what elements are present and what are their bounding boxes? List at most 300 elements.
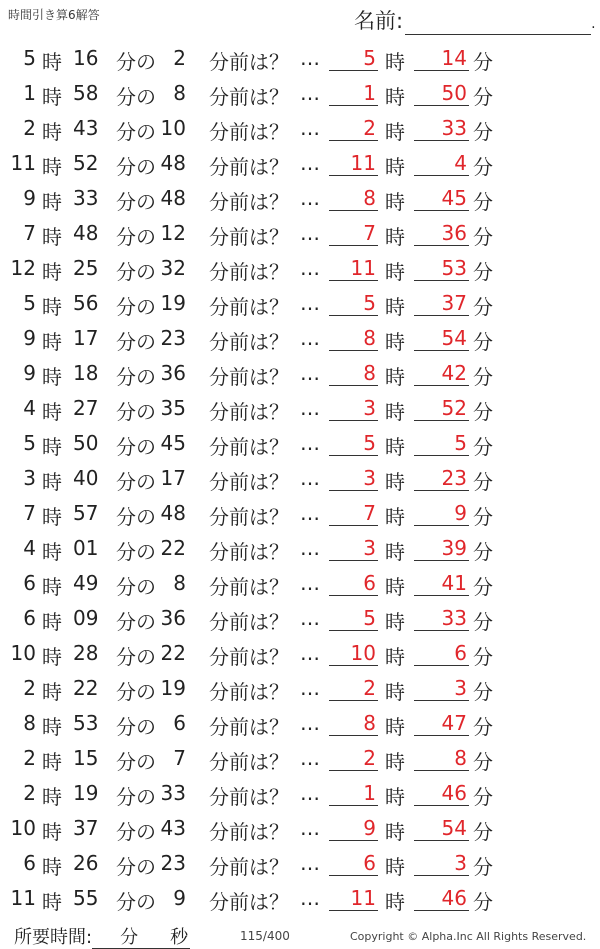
problem-row — [0, 635, 600, 670]
answer-hour: 3 — [363, 466, 376, 490]
answer-minute: 53 — [441, 256, 467, 280]
minute-of-label: 分の — [116, 715, 156, 739]
copyright-text: Copyright © Alpha.Inc All Rights Reserved. — [350, 930, 587, 943]
answer-hour: 2 — [363, 676, 376, 700]
answer-minute-box — [414, 884, 469, 911]
answer-minute: 3 — [454, 676, 467, 700]
hour-label: 時 — [42, 295, 62, 319]
answer-hour-box — [329, 674, 378, 701]
answer-hour: 7 — [363, 221, 376, 245]
problem-minute: 43 — [73, 116, 99, 140]
hour-label: 時 — [42, 50, 62, 74]
answer-hour-box — [329, 814, 378, 841]
answer-minute-box — [414, 79, 469, 106]
minutes-before-label: 分前は？ — [209, 225, 289, 249]
problem-minute: 15 — [73, 746, 99, 770]
problem-hour: 9 — [23, 186, 36, 210]
answer-minute-unit: 分 — [473, 120, 493, 144]
answer-minute-unit: 分 — [473, 785, 493, 809]
subtract-minutes: 32 — [160, 256, 186, 280]
answer-hour-box — [329, 499, 378, 526]
answer-minute-unit: 分 — [473, 890, 493, 914]
problem-row — [0, 845, 600, 880]
answer-hour-unit: 時 — [385, 820, 405, 844]
answer-hour: 8 — [363, 711, 376, 735]
answer-minute-unit: 分 — [473, 820, 493, 844]
problem-row — [0, 670, 600, 705]
ellipsis: … — [300, 886, 320, 910]
minutes-before-label: 分前は？ — [209, 50, 289, 74]
subtract-minutes: 12 — [160, 221, 186, 245]
answer-minute-unit: 分 — [473, 400, 493, 424]
minute-of-label: 分の — [116, 400, 156, 424]
hour-label: 時 — [42, 540, 62, 564]
hour-label: 時 — [42, 890, 62, 914]
problem-hour: 3 — [23, 466, 36, 490]
problem-row — [0, 880, 600, 915]
answer-hour: 3 — [363, 536, 376, 560]
answer-hour-unit: 時 — [385, 155, 405, 179]
answer-minute-unit: 分 — [473, 575, 493, 599]
answer-minute-unit: 分 — [473, 715, 493, 739]
problem-row — [0, 460, 600, 495]
problem-hour: 7 — [23, 501, 36, 525]
hour-label: 時 — [42, 155, 62, 179]
answer-hour-box — [329, 744, 378, 771]
answer-hour-unit: 時 — [385, 715, 405, 739]
problem-minute: 19 — [73, 781, 99, 805]
problem-row — [0, 355, 600, 390]
minute-of-label: 分の — [116, 470, 156, 494]
minutes-before-label: 分前は？ — [209, 400, 289, 424]
answer-hour: 5 — [363, 46, 376, 70]
ellipsis: … — [300, 816, 320, 840]
problem-row — [0, 600, 600, 635]
answer-minute-box — [414, 114, 469, 141]
answer-minute-box — [414, 499, 469, 526]
problem-hour: 2 — [23, 116, 36, 140]
elapsed-second-unit: 秒 — [170, 927, 189, 948]
elapsed-time-field — [14, 923, 190, 949]
ellipsis: … — [300, 466, 320, 490]
minutes-before-label: 分前は？ — [209, 715, 289, 739]
problem-hour: 11 — [10, 886, 36, 910]
minutes-before-label: 分前は？ — [209, 785, 289, 809]
answer-hour-unit: 時 — [385, 750, 405, 774]
answer-minute-box — [414, 184, 469, 211]
elapsed-minute-unit: 分 — [120, 927, 139, 948]
problem-row — [0, 180, 600, 215]
minute-of-label: 分の — [116, 820, 156, 844]
minute-of-label: 分の — [116, 190, 156, 214]
problem-hour: 5 — [23, 291, 36, 315]
minutes-before-label: 分前は？ — [209, 855, 289, 879]
subtract-minutes: 43 — [160, 816, 186, 840]
answer-minute-box — [414, 744, 469, 771]
ellipsis: … — [300, 291, 320, 315]
minute-of-label: 分の — [116, 750, 156, 774]
minutes-before-label: 分前は？ — [209, 610, 289, 634]
hour-label: 時 — [42, 365, 62, 389]
ellipsis: … — [300, 746, 320, 770]
minutes-before-label: 分前は？ — [209, 365, 289, 389]
hour-label: 時 — [42, 820, 62, 844]
problem-row — [0, 320, 600, 355]
ellipsis: … — [300, 851, 320, 875]
problem-minute: 17 — [73, 326, 99, 350]
answer-minute: 5 — [454, 431, 467, 455]
answer-hour-unit: 時 — [385, 575, 405, 599]
problem-hour: 10 — [10, 816, 36, 840]
minutes-before-label: 分前は？ — [209, 505, 289, 529]
problem-minute: 40 — [73, 466, 99, 490]
answer-hour-box — [329, 604, 378, 631]
ellipsis: … — [300, 326, 320, 350]
hour-label: 時 — [42, 715, 62, 739]
ellipsis: … — [300, 711, 320, 735]
problem-minute: 49 — [73, 571, 99, 595]
answer-hour-box — [329, 79, 378, 106]
answer-hour: 5 — [363, 291, 376, 315]
answer-minute: 9 — [454, 501, 467, 525]
answer-hour: 2 — [363, 746, 376, 770]
problem-hour: 2 — [23, 746, 36, 770]
footer — [0, 918, 600, 946]
answer-minute: 46 — [441, 886, 467, 910]
answer-hour-box — [329, 534, 378, 561]
answer-hour-unit: 時 — [385, 610, 405, 634]
problem-row — [0, 740, 600, 775]
problem-row — [0, 145, 600, 180]
answer-minute-box — [414, 44, 469, 71]
answer-minute: 54 — [441, 326, 467, 350]
answer-hour: 5 — [363, 606, 376, 630]
problem-row — [0, 215, 600, 250]
answer-hour: 11 — [350, 151, 376, 175]
problem-hour: 7 — [23, 221, 36, 245]
problem-list — [0, 40, 600, 915]
subtract-minutes: 48 — [160, 501, 186, 525]
ellipsis: … — [300, 361, 320, 385]
problem-hour: 11 — [10, 151, 36, 175]
problem-row — [0, 705, 600, 740]
answer-hour-unit: 時 — [385, 190, 405, 214]
subtract-minutes: 48 — [160, 151, 186, 175]
hour-label: 時 — [42, 785, 62, 809]
problem-minute: 33 — [73, 186, 99, 210]
minutes-before-label: 分前は？ — [209, 470, 289, 494]
ellipsis: … — [300, 781, 320, 805]
answer-hour-box — [329, 849, 378, 876]
problem-hour: 6 — [23, 851, 36, 875]
answer-minute-unit: 分 — [473, 260, 493, 284]
answer-minute: 50 — [441, 81, 467, 105]
problem-hour: 9 — [23, 361, 36, 385]
hour-label: 時 — [42, 680, 62, 704]
answer-minute-unit: 分 — [473, 330, 493, 354]
subtract-minutes: 17 — [160, 466, 186, 490]
answer-hour-unit: 時 — [385, 785, 405, 809]
ellipsis: … — [300, 116, 320, 140]
ellipsis: … — [300, 501, 320, 525]
answer-minute-unit: 分 — [473, 855, 493, 879]
answer-hour: 10 — [350, 641, 376, 665]
problem-minute: 18 — [73, 361, 99, 385]
answer-minute-unit: 分 — [473, 645, 493, 669]
answer-hour-box — [329, 639, 378, 666]
answer-hour: 3 — [363, 396, 376, 420]
answer-minute-unit: 分 — [473, 225, 493, 249]
page-number: 115/400 — [240, 929, 290, 943]
minute-of-label: 分の — [116, 120, 156, 144]
subtract-minutes: 19 — [160, 291, 186, 315]
answer-hour: 5 — [363, 431, 376, 455]
minutes-before-label: 分前は？ — [209, 295, 289, 319]
answer-minute: 4 — [454, 151, 467, 175]
ellipsis: … — [300, 81, 320, 105]
subtract-minutes: 9 — [173, 886, 186, 910]
answer-hour: 6 — [363, 851, 376, 875]
problem-minute: 52 — [73, 151, 99, 175]
name-dot: . — [591, 16, 596, 32]
subtract-minutes: 8 — [173, 571, 186, 595]
hour-label: 時 — [42, 260, 62, 284]
problem-minute: 37 — [73, 816, 99, 840]
answer-hour: 1 — [363, 81, 376, 105]
problem-minute: 25 — [73, 256, 99, 280]
answer-minute: 41 — [441, 571, 467, 595]
hour-label: 時 — [42, 505, 62, 529]
problem-row — [0, 495, 600, 530]
answer-minute: 8 — [454, 746, 467, 770]
problem-row — [0, 40, 600, 75]
minutes-before-label: 分前は？ — [209, 750, 289, 774]
worksheet-title: 時間引き算6解答 — [8, 8, 100, 22]
answer-hour-unit: 時 — [385, 85, 405, 109]
answer-hour-unit: 時 — [385, 435, 405, 459]
answer-hour-unit: 時 — [385, 260, 405, 284]
ellipsis: … — [300, 151, 320, 175]
answer-hour-box — [329, 114, 378, 141]
answer-minute-box — [414, 429, 469, 456]
hour-label: 時 — [42, 120, 62, 144]
answer-minute-unit: 分 — [473, 435, 493, 459]
answer-minute: 46 — [441, 781, 467, 805]
answer-hour: 6 — [363, 571, 376, 595]
name-blank-line — [405, 14, 591, 35]
subtract-minutes: 10 — [160, 116, 186, 140]
ellipsis: … — [300, 46, 320, 70]
answer-hour-unit: 時 — [385, 645, 405, 669]
answer-hour-box — [329, 219, 378, 246]
minute-of-label: 分の — [116, 680, 156, 704]
subtract-minutes: 36 — [160, 361, 186, 385]
answer-hour-unit: 時 — [385, 855, 405, 879]
minutes-before-label: 分前は？ — [209, 435, 289, 459]
answer-hour-unit: 時 — [385, 890, 405, 914]
answer-minute-unit: 分 — [473, 365, 493, 389]
hour-label: 時 — [42, 190, 62, 214]
problem-minute: 16 — [73, 46, 99, 70]
subtract-minutes: 2 — [173, 46, 186, 70]
answer-hour-box — [329, 709, 378, 736]
hour-label: 時 — [42, 645, 62, 669]
answer-minute: 23 — [441, 466, 467, 490]
minute-of-label: 分の — [116, 155, 156, 179]
problem-hour: 2 — [23, 676, 36, 700]
answer-minute-unit: 分 — [473, 750, 493, 774]
problem-row — [0, 285, 600, 320]
answer-hour: 8 — [363, 361, 376, 385]
answer-minute: 39 — [441, 536, 467, 560]
answer-hour: 11 — [350, 256, 376, 280]
problem-row — [0, 775, 600, 810]
answer-hour-unit: 時 — [385, 120, 405, 144]
minutes-before-label: 分前は？ — [209, 155, 289, 179]
minutes-before-label: 分前は？ — [209, 540, 289, 564]
answer-minute: 52 — [441, 396, 467, 420]
minute-of-label: 分の — [116, 260, 156, 284]
elapsed-time-blank — [92, 927, 190, 949]
answer-minute: 47 — [441, 711, 467, 735]
subtract-minutes: 48 — [160, 186, 186, 210]
minutes-before-label: 分前は？ — [209, 260, 289, 284]
subtract-minutes: 8 — [173, 81, 186, 105]
answer-minute-unit: 分 — [473, 540, 493, 564]
answer-hour-unit: 時 — [385, 330, 405, 354]
minute-of-label: 分の — [116, 890, 156, 914]
problem-hour: 10 — [10, 641, 36, 665]
answer-minute-box — [414, 674, 469, 701]
minutes-before-label: 分前は？ — [209, 190, 289, 214]
answer-hour-unit: 時 — [385, 50, 405, 74]
answer-hour-box — [329, 289, 378, 316]
ellipsis: … — [300, 606, 320, 630]
answer-minute-unit: 分 — [473, 680, 493, 704]
answer-minute-unit: 分 — [473, 505, 493, 529]
problem-minute: 48 — [73, 221, 99, 245]
subtract-minutes: 23 — [160, 851, 186, 875]
ellipsis: … — [300, 536, 320, 560]
minute-of-label: 分の — [116, 50, 156, 74]
problem-minute: 28 — [73, 641, 99, 665]
problem-hour: 5 — [23, 46, 36, 70]
answer-hour-box — [329, 464, 378, 491]
answer-minute: 36 — [441, 221, 467, 245]
ellipsis: … — [300, 186, 320, 210]
hour-label: 時 — [42, 225, 62, 249]
elapsed-time-label: 所要時間: — [14, 927, 93, 948]
answer-hour-unit: 時 — [385, 295, 405, 319]
name-label: 名前: — [354, 9, 404, 33]
answer-hour: 7 — [363, 501, 376, 525]
ellipsis: … — [300, 396, 320, 420]
answer-minute: 3 — [454, 851, 467, 875]
minute-of-label: 分の — [116, 435, 156, 459]
minutes-before-label: 分前は？ — [209, 820, 289, 844]
answer-minute: 54 — [441, 816, 467, 840]
answer-minute: 14 — [441, 46, 467, 70]
problem-minute: 27 — [73, 396, 99, 420]
minute-of-label: 分の — [116, 785, 156, 809]
hour-label: 時 — [42, 575, 62, 599]
minute-of-label: 分の — [116, 505, 156, 529]
problem-minute: 58 — [73, 81, 99, 105]
answer-hour: 2 — [363, 116, 376, 140]
answer-minute-box — [414, 464, 469, 491]
answer-minute-unit: 分 — [473, 155, 493, 179]
minute-of-label: 分の — [116, 225, 156, 249]
minute-of-label: 分の — [116, 330, 156, 354]
subtract-minutes: 35 — [160, 396, 186, 420]
minute-of-label: 分の — [116, 295, 156, 319]
answer-minute: 45 — [441, 186, 467, 210]
answer-hour: 11 — [350, 886, 376, 910]
minute-of-label: 分の — [116, 575, 156, 599]
problem-minute: 57 — [73, 501, 99, 525]
answer-minute-box — [414, 219, 469, 246]
subtract-minutes: 6 — [173, 711, 186, 735]
hour-label: 時 — [42, 855, 62, 879]
answer-minute-box — [414, 534, 469, 561]
ellipsis: … — [300, 431, 320, 455]
answer-minute: 37 — [441, 291, 467, 315]
answer-hour-box — [329, 324, 378, 351]
answer-hour-unit: 時 — [385, 400, 405, 424]
ellipsis: … — [300, 221, 320, 245]
subtract-minutes: 33 — [160, 781, 186, 805]
answer-minute-unit: 分 — [473, 470, 493, 494]
minute-of-label: 分の — [116, 610, 156, 634]
answer-minute-box — [414, 394, 469, 421]
problem-row — [0, 75, 600, 110]
answer-minute-box — [414, 849, 469, 876]
answer-minute-box — [414, 709, 469, 736]
answer-minute-box — [414, 359, 469, 386]
answer-minute-box — [414, 604, 469, 631]
answer-hour-unit: 時 — [385, 505, 405, 529]
answer-hour-box — [329, 184, 378, 211]
problem-hour: 12 — [10, 256, 36, 280]
minutes-before-label: 分前は？ — [209, 890, 289, 914]
problem-row — [0, 530, 600, 565]
minute-of-label: 分の — [116, 540, 156, 564]
hour-label: 時 — [42, 85, 62, 109]
answer-minute-box — [414, 779, 469, 806]
minute-of-label: 分の — [116, 365, 156, 389]
answer-minute-box — [414, 254, 469, 281]
answer-hour-box — [329, 779, 378, 806]
hour-label: 時 — [42, 330, 62, 354]
minutes-before-label: 分前は？ — [209, 85, 289, 109]
answer-hour-box — [329, 149, 378, 176]
answer-hour-unit: 時 — [385, 680, 405, 704]
subtract-minutes: 22 — [160, 641, 186, 665]
answer-minute-box — [414, 149, 469, 176]
subtract-minutes: 45 — [160, 431, 186, 455]
problem-minute: 09 — [73, 606, 99, 630]
problem-row — [0, 425, 600, 460]
problem-hour: 1 — [23, 81, 36, 105]
answer-hour: 1 — [363, 781, 376, 805]
answer-minute-unit: 分 — [473, 190, 493, 214]
problem-minute: 53 — [73, 711, 99, 735]
problem-hour: 9 — [23, 326, 36, 350]
problem-row — [0, 110, 600, 145]
minutes-before-label: 分前は？ — [209, 575, 289, 599]
problem-minute: 22 — [73, 676, 99, 700]
answer-hour-unit: 時 — [385, 225, 405, 249]
